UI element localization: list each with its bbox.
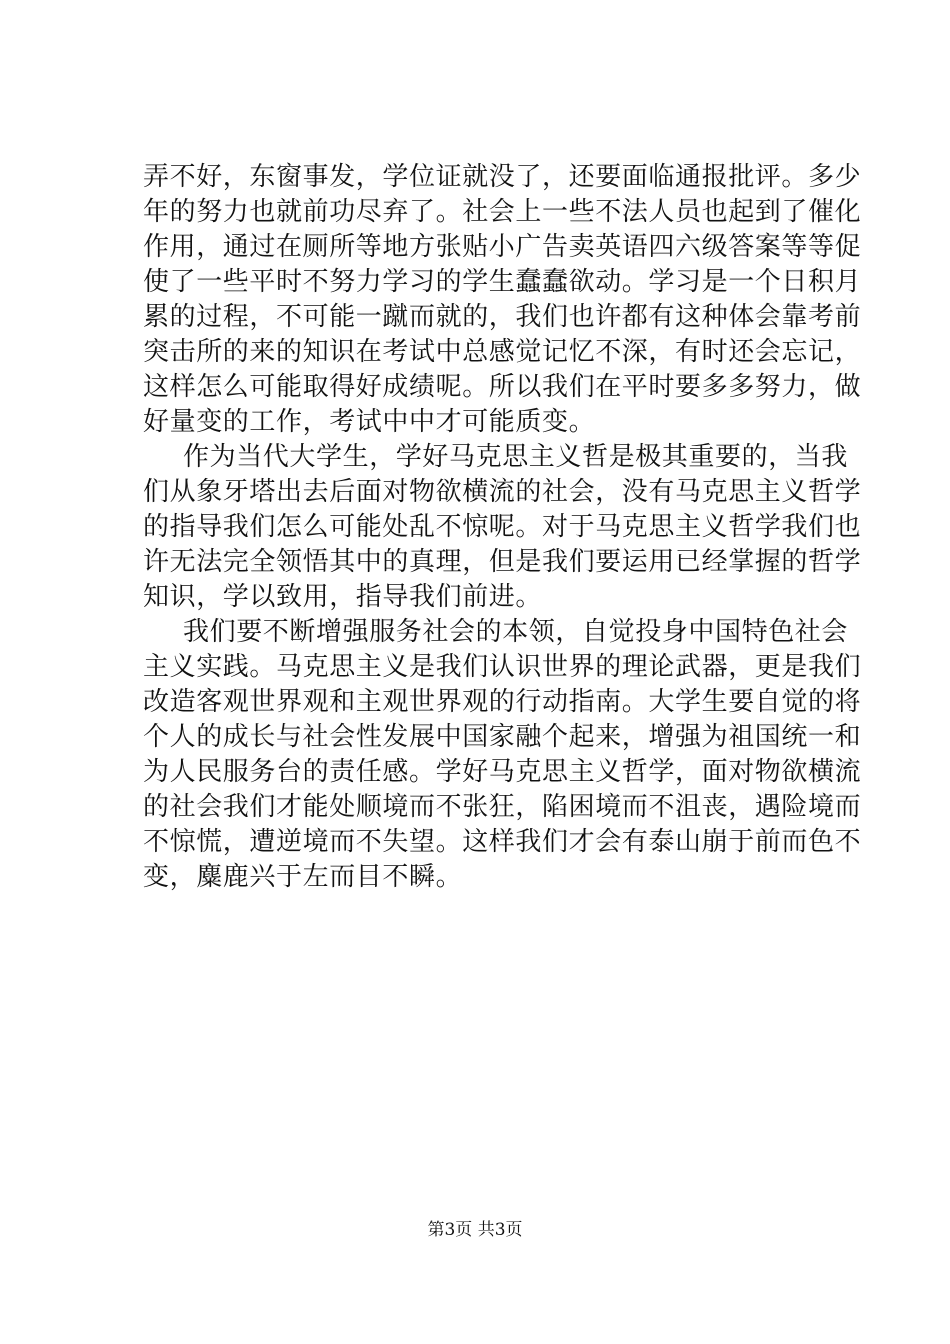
text-line: 不惊慌，遭逆境而不失望。这样我们才会有泰山崩于前而色不: [143, 827, 862, 857]
text-line: 变，麋鹿兴于左而目不瞬。: [143, 862, 463, 892]
text-line: 这样怎么可能取得好成绩呢。所以我们在平时要多多努力，做: [143, 372, 862, 402]
text-line: 个人的成长与社会性发展中国家融个起来，增强为祖国统一和: [143, 722, 862, 752]
text-line: 的指导我们怎么可能处乱不惊呢。对于马克思主义哲学我们也: [143, 512, 862, 542]
text-line: 许无法完全领悟其中的真理，但是我们要运用已经掌握的哲学: [143, 547, 862, 577]
text-line: 使了一些平时不努力学习的学生蠢蠢欲动。学习是一个日积月: [143, 267, 862, 297]
text-line: 知识，学以致用，指导我们前进。: [143, 582, 543, 612]
text-line: 作用，通过在厕所等地方张贴小广告卖英语四六级答案等等促: [143, 232, 862, 262]
body-text: [143, 160, 862, 895]
text-line: 的社会我们才能处顺境而不张狂，陷困境而不沮丧，遇险境而: [143, 792, 862, 822]
text-line: 好量变的工作，考试中中才可能质变。: [143, 407, 596, 437]
text-line: 改造客观世界观和主观世界观的行动指南。大学生要自觉的将: [143, 687, 862, 717]
text-line: 为人民服务台的责任感。学好马克思主义哲学，面对物欲横流: [143, 757, 862, 787]
text-line: 主义实践。马克思主义是我们认识世界的理论武器，更是我们: [143, 652, 862, 682]
page-number-label: 第3页 共3页: [427, 1220, 523, 1240]
paragraph-start-line: 我们要不断增强服务社会的本领，自觉投身中国特色社会: [183, 617, 849, 647]
text-line: 突击所的来的知识在考试中总感觉记忆不深，有时还会忘记，: [143, 337, 862, 367]
text-line: 累的过程，不可能一蹴而就的，我们也许都有这种体会靠考前: [143, 302, 862, 332]
paragraph-start-line: 作为当代大学生，学好马克思主义哲是极其重要的，当我: [183, 442, 849, 472]
text-line: 年的努力也就前功尽弃了。社会上一些不法人员也起到了催化: [143, 197, 862, 227]
text-line: 弄不好，东窗事发，学位证就没了，还要面临通报批评。多少: [143, 162, 862, 192]
page-footer: [0, 1215, 950, 1240]
text-line: 们从象牙塔出去后面对物欲横流的社会，没有马克思主义哲学: [143, 477, 862, 507]
